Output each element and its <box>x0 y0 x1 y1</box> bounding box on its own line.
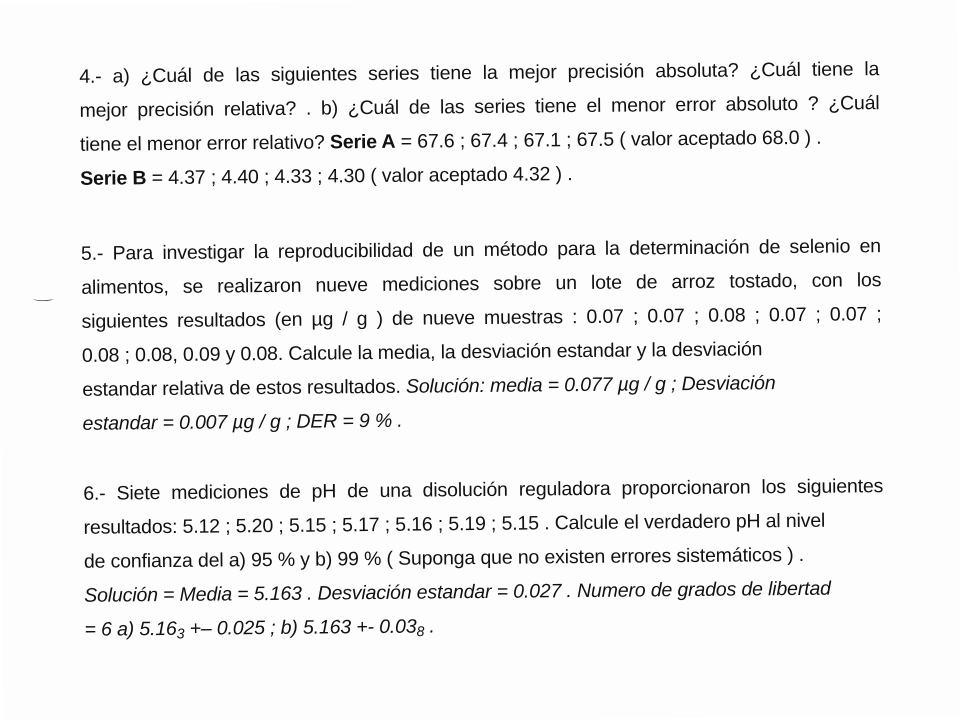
q5-line-2: alimentos, se realizaron nueve mediciones sobre un lote de arroz tostado, con los <box>81 269 882 299</box>
serie-a-values: = 67.6 ; 67.4 ; 67.1 ; 67.5 ( valor aceptado 68.0 ) . <box>400 126 822 153</box>
q6-solution-part-2 <box>84 615 434 640</box>
q6-line-2: resultados: 5.12 ; 5.20 ; 5.15 ; 5.17 ; 5.16 ; 5.19 ; 5.15 . Calcule el verdadero pH al nivel <box>83 509 826 539</box>
question-4 <box>79 52 880 196</box>
q6-answer-a-subscript: 3 <box>176 625 185 642</box>
scan-smudge-mark <box>33 296 53 301</box>
q4-line-2: mejor precisión relativa? . b) ¿Cuál de las series tiene el menor error absoluto ? ¿Cuál <box>79 92 880 122</box>
q5-solution-part-2: estandar = 0.007 µg / g ; DER = 9 % . <box>82 409 403 435</box>
q4-line-3-text: tiene el menor error relativo? <box>79 131 325 156</box>
q6-line-5 <box>84 605 884 647</box>
q5-line-3: siguientes resultados (en µg / g ) de nueve muestras : 0.07 ; 0.07 ; 0.08 ; 0.07 ; 0.07 ; <box>81 303 882 333</box>
q5-line-6 <box>82 399 882 441</box>
q6-line-3: de confianza del a) 95 % y b) 99 % ( Suponga que no existen errores sistemáticos ) . <box>83 543 805 573</box>
q5-line-1: 5.- Para investigar la reproducibilidad de un método para la determinación de selenio en <box>80 235 882 265</box>
serie-b-values: = 4.37 ; 4.40 ; 4.33 ; 4.30 ( valor aceptado 4.32 ) . <box>151 163 573 190</box>
q6-answer-end: . <box>424 615 435 638</box>
q5-line-5-text: estandar relativa de estos resultados. <box>82 375 401 401</box>
question-6 <box>83 469 885 647</box>
q5-line-4: 0.08 ; 0.08, 0.09 y 0.08. Calcule la media, la desviación estandar y la desviación <box>81 338 763 367</box>
serie-b-label: Serie B <box>80 167 147 190</box>
question-5 <box>81 229 883 441</box>
q6-solution-part-1: Solución = Media = 5.163 . Desviación estandar = 0.027 . Numero de grados de libertad <box>84 577 831 607</box>
q6-answer-b-subscript: 8 <box>416 623 425 640</box>
q4-line-1: 4.- a) ¿Cuál de las siguientes series tiene la mejor precisión absoluta? ¿Cuál tiene la <box>79 58 880 88</box>
q6-answer-a: = 6 a) 5.16 <box>84 617 177 641</box>
serie-a-label: Serie A <box>329 130 396 154</box>
q4-line-4 <box>80 154 880 196</box>
q6-answer-b: +– 0.025 ; b) 5.163 +- 0.03 <box>184 615 417 640</box>
q5-solution-part-1: Solución: media = 0.077 µg / g ; Desviación <box>405 372 776 398</box>
q6-line-1: 6.- Siete mediciones de pH de una disolución reguladora proporcionaron los siguientes <box>83 475 884 505</box>
